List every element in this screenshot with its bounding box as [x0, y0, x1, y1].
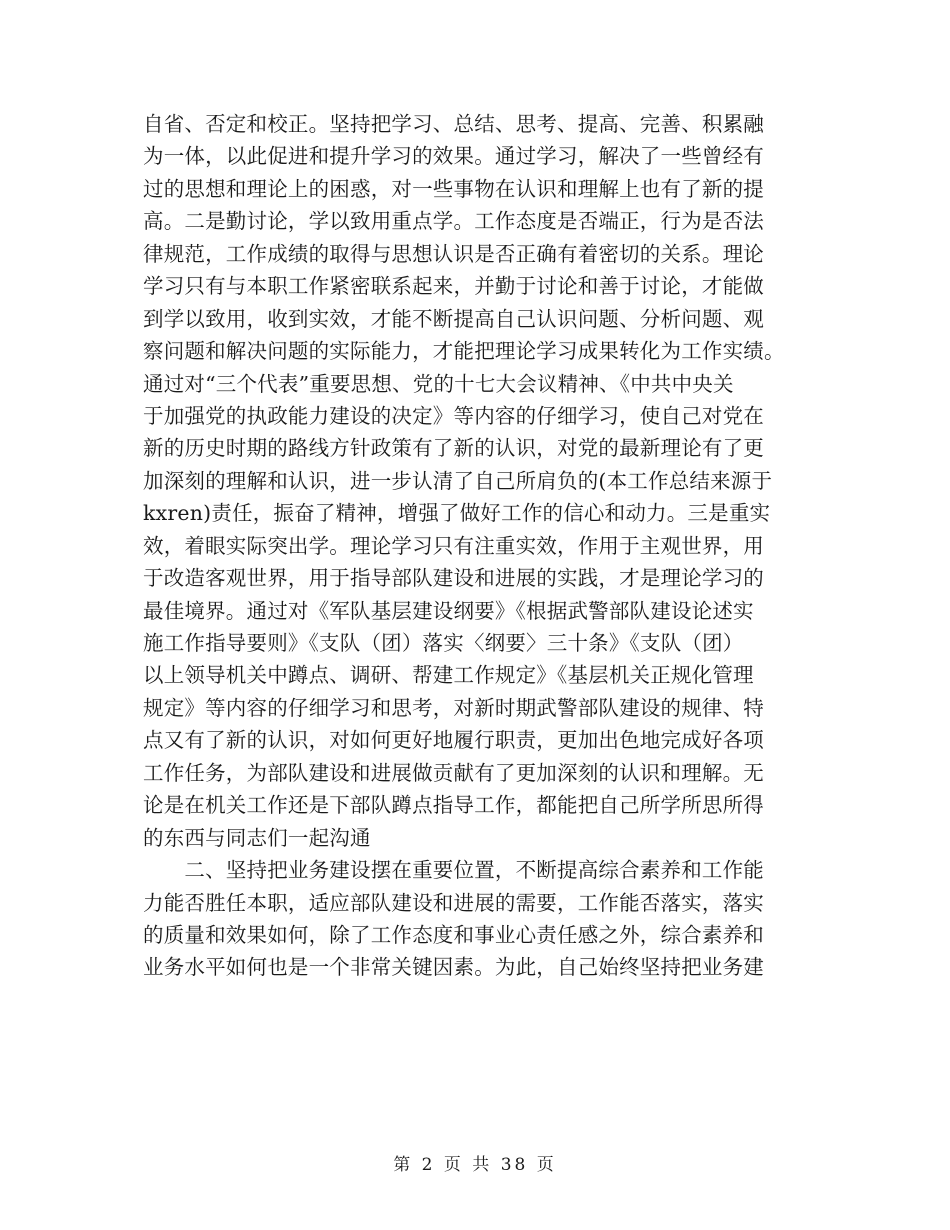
body-line: 最佳境界。通过对《军队基层建设纲要》《根据武警部队建设论述实 [143, 598, 754, 623]
body-line: 施工作指导要则》《支队（团）落实〈纲要〉三十条》《支队（团） [143, 631, 744, 655]
document-body [143, 108, 803, 984]
body-line: 论是在机关工作还是下部队蹲点指导工作，都能把自己所学所思所得 [143, 793, 764, 818]
body-line: 工作任务，为部队建设和进展做贡献有了更加深刻的认识和理解。无 [143, 760, 764, 785]
body-line: 为一体，以此促进和提升学习的效果。通过学习，解决了一些曾经有 [143, 144, 764, 169]
body-line: 于改造客观世界，用于指导部队建设和进展的实践，才是理论学习的 [143, 566, 764, 591]
body-line: 自省、否定和校正。坚持把学习、总结、思考、提高、完善、积累融 [143, 112, 764, 136]
body-line: 加深刻的理解和认识，进一步认清了自己所肩负的(本工作总结来源于 [143, 468, 773, 493]
body-line: 于加强党的执政能力建设的决定》等内容的仔细学习，使自己对党在 [143, 403, 764, 428]
section-heading-line: 二、坚持把业务建设摆在重要位置，不断提高综合素养和工作能 [143, 858, 764, 883]
body-line: 点又有了新的认识，对如何更好地履行职责，更加出色地完成好各项 [143, 728, 764, 753]
body-line: 高。二是勤讨论，学以致用重点学。工作态度是否端正，行为是否法 [143, 209, 764, 234]
body-line: 的东西与同志们一起沟通 [143, 825, 371, 850]
body-line: 学习只有与本职工作紧密联系起来，并勤于讨论和善于讨论，才能做 [143, 274, 764, 299]
body-line: 律规范，工作成绩的取得与思想认识是否正确有着密切的关系。理论 [143, 241, 764, 266]
body-line: kxren)责任，振奋了精神，增强了做好工作的信心和动力。三是重实 [143, 501, 771, 526]
body-line: 过的思想和理论上的困惑，对一些事物在认识和理解上也有了新的提 [143, 176, 764, 201]
body-line: 到学以致用，收到实效，才能不断提高自己认识问题、分析问题、观 [143, 306, 764, 331]
body-line: 力能否胜任本职，适应部队建设和进展的需要，工作能否落实，落实 [143, 890, 764, 915]
body-line: 效，着眼实际突出学。理论学习只有注重实效，作用于主观世界，用 [143, 533, 764, 558]
page-number-footer: 第 2 页 共 38 页 [393, 1155, 557, 1175]
body-line: 以上领导机关中蹲点、调研、帮建工作规定》《基层机关正规化管理 [143, 663, 754, 688]
body-line: 新的历史时期的路线方针政策有了新的认识，对党的最新理论有了更 [143, 436, 764, 461]
body-line: 察问题和解决问题的实际能力，才能把理论学习成果转化为工作实绩。 [143, 339, 785, 364]
body-line: 通过对“三个代表”重要思想、党的十七大会议精神、《中共中央关 [143, 371, 734, 396]
body-line: 业务水平如何也是一个非常关键因素。为此，自己始终坚持把业务建 [143, 955, 764, 980]
body-line: 的质量和效果如何，除了工作态度和事业心责任感之外，综合素养和 [143, 922, 764, 947]
body-line: 规定》等内容的仔细学习和思考，对新时期武警部队建设的规律、特 [143, 695, 764, 720]
